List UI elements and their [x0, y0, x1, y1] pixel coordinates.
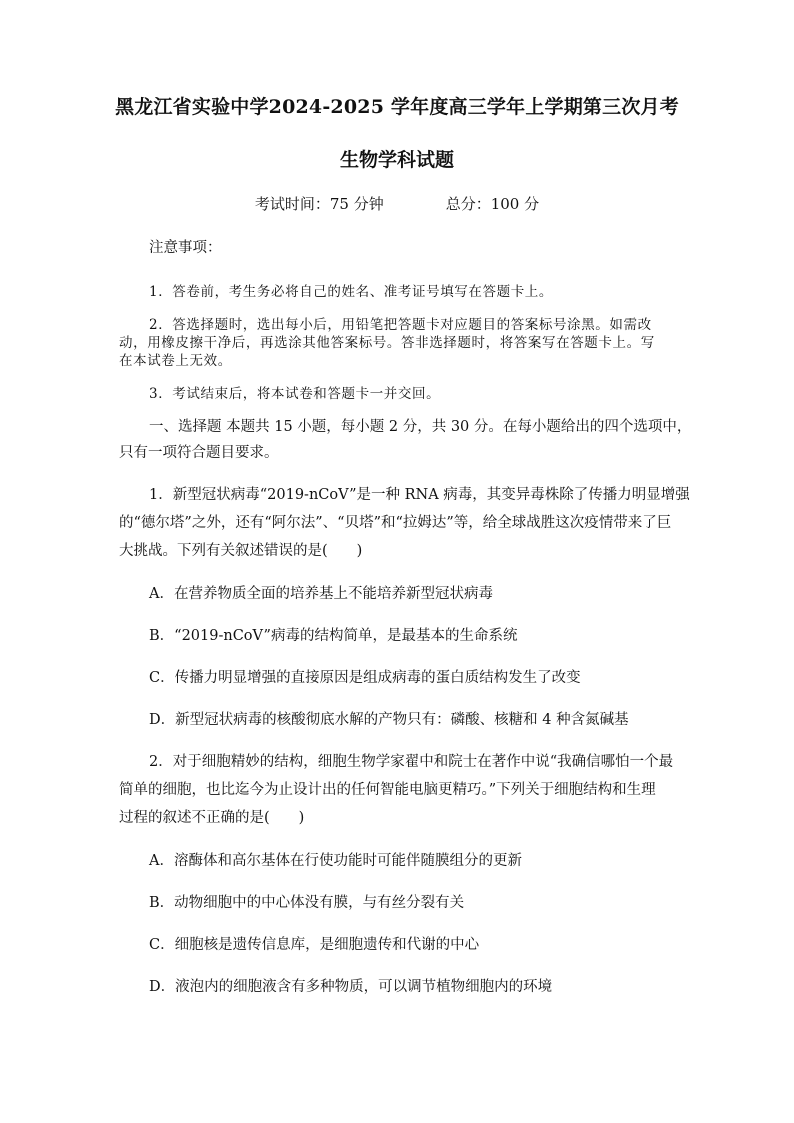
exam-subtitle: 生物学科试题 [339, 149, 454, 171]
notes-heading: 注意事项： [149, 240, 222, 256]
section-heading: 一、选择题 本题共 15 小题，每小题 2 分，共 30 分。在每小题给出的四个选项中， [149, 419, 692, 435]
exam-meta [0, 193, 794, 214]
note-item: 在本试卷上无效。 [119, 353, 232, 369]
question-stem: 大挑战。下列有关叙述错误的是( ) [119, 543, 363, 559]
question-option: B．“2019-nCoV”病毒的结构简单，是最基本的生命系统 [149, 628, 518, 644]
question-option: A．溶酶体和高尔基体在行使功能时可能伴随膜组分的更新 [149, 853, 522, 869]
question-stem: 2．对于细胞精妙的结构，细胞生物学家翟中和院士在著作中说“我确信哪怕一个最 [149, 754, 674, 770]
note-item: 3．考试结束后，将本试卷和答题卡一并交回。 [149, 386, 441, 402]
exam-title: 黑龙江省实验中学2024-2025 学年度高三学年上学期第三次月考 [115, 96, 679, 118]
exam-time: 考试时间：75 分钟 [254, 195, 384, 213]
question-option: D．新型冠状病毒的核酸彻底水解的产物只有：磷酸、核糖和 4 种含氮碱基 [149, 712, 629, 728]
question-option: B．动物细胞中的中心体没有膜，与有丝分裂有关 [149, 895, 465, 911]
question-stem: 过程的叙述不正确的是( ) [119, 810, 305, 826]
question-option: D．液泡内的细胞液含有多种物质，可以调节植物细胞内的环境 [149, 979, 553, 995]
question-stem: 1．新型冠状病毒“2019-nCoV”是一种 RNA 病毒，其变异毒株除了传播力明显增强 [149, 487, 690, 503]
section-heading-cont: 只有一项符合题目要求。 [119, 445, 279, 461]
note-item: 2．答选择题时，选出每小后，用铅笔把答题卡对应题目的答案标号涂黑。如需改 [149, 317, 652, 333]
note-item: 动，用橡皮擦干净后，再选涂其他答案标号。答非选择题时，将答案写在答题卡上。写 [119, 335, 655, 351]
question-stem: 简单的细胞，也比迄今为止设计出的任何智能电脑更精巧。”下列关于细胞结构和生理 [119, 782, 656, 798]
note-item: 1．答卷前，考生务必将自己的姓名、准考证号填写在答题卡上。 [149, 284, 553, 300]
total-score: 总分：100 分 [445, 195, 540, 213]
question-option: A．在营养物质全面的培养基上不能培养新型冠状病毒 [149, 586, 493, 602]
question-stem: 的“德尔塔”之外，还有“阿尔法”、“贝塔”和“拉姆达”等，给全球战胜这次疫情带来了巨 [119, 515, 672, 531]
question-option: C．传播力明显增强的直接原因是组成病毒的蛋白质结构发生了改变 [149, 670, 581, 686]
question-option: C．细胞核是遗传信息库，是细胞遗传和代谢的中心 [149, 937, 480, 953]
